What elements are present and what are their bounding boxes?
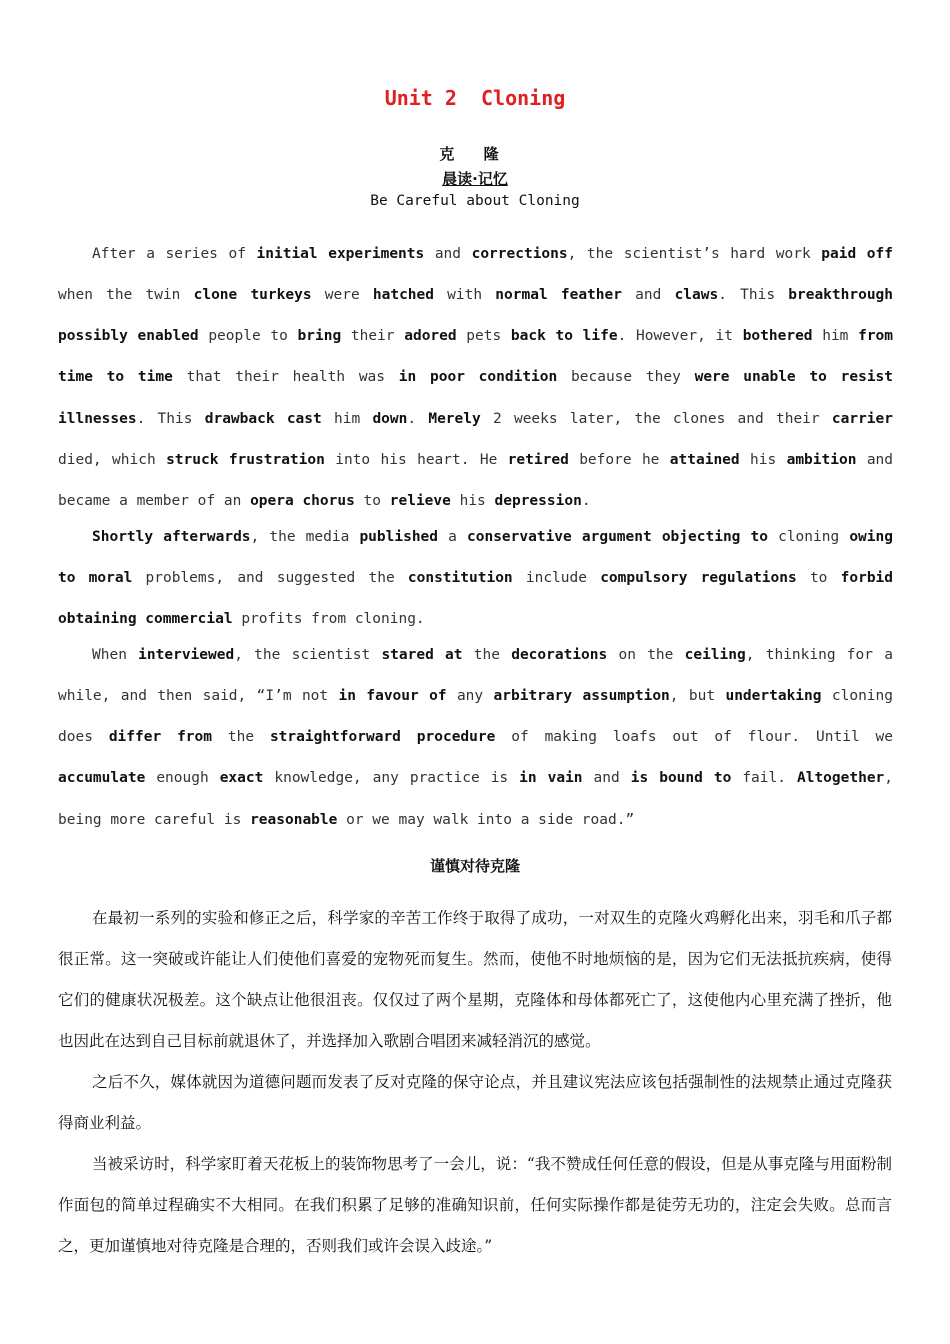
text-run: the <box>212 729 270 746</box>
text-run: because they <box>557 369 695 386</box>
english-paragraph-1 <box>58 234 893 523</box>
text-run: his <box>739 451 787 468</box>
key-phrase: were unable to resist illnesses <box>58 369 894 427</box>
unit-title: Unit 2 Cloning <box>384 86 566 110</box>
text-run: enough <box>145 770 220 787</box>
text-run: , thinking for a while, and then said, “I’m not <box>58 646 893 704</box>
passage-title: Be Careful about Cloning <box>370 193 580 209</box>
text-run: died, which <box>58 451 167 468</box>
text-run: to <box>354 493 390 510</box>
key-phrase: back to life <box>510 328 618 345</box>
chinese-paragraph-3: 当被采访时，科学家盯着天花板上的装饰物思考了一会儿，说：“我不赞成任何任意的假设，但是从事克隆与用面粉制作面包的简单过程确实不大相同。在我们积累了足够的准确知识前，任何实际操作都是徒劳无功的，注定会失败。总而言之，更加谨慎地对待克隆是合理的，否则我们或许会误入歧途。” <box>58 1154 892 1255</box>
key-phrase: conservative argument objecting to <box>467 528 768 545</box>
key-phrase: carrier <box>831 410 893 427</box>
text-run: , being more careful is <box>58 770 894 828</box>
key-phrase: bring <box>297 328 342 345</box>
english-paragraph-2 <box>58 517 893 641</box>
key-phrase: corrections <box>471 245 568 262</box>
key-phrase: Altogether <box>796 770 885 787</box>
text-run: knowledge, any practice is <box>263 770 520 787</box>
key-phrase: Shortly afterwards <box>92 528 251 545</box>
text-run: , the scientist <box>234 646 382 663</box>
key-phrase: clone turkeys <box>193 286 312 303</box>
key-phrase: retired <box>507 451 569 468</box>
key-phrase: drawback cast <box>204 410 322 427</box>
text-run: . However, it <box>617 328 743 345</box>
text-run: , the media <box>250 528 360 545</box>
key-phrase: is bound to <box>630 770 732 787</box>
text-run: him <box>321 410 373 427</box>
text-run: and <box>582 770 631 787</box>
key-phrase: hatched <box>372 286 434 303</box>
chinese-paragraph-1: 在最初一系列的实验和修正之后，科学家的辛苦工作终于取得了成功，一对双生的克隆火鸡孵化出来，羽毛和爪子都很正常。这一突破或许能让人们使他们喜爱的宠物死而复生。然而，使他不时地烦恼的是，因为它们无法抵抗疾病，使得它们的健康状况极差。这个缺点让他很沮丧。仅仅过了两个星期，克隆体和母体都死亡了，这使他内心里充满了挫折，他也因此在达到自己目标前就退休了，并选择加入歌剧合唱团来减轻消沉的感觉。 <box>58 908 892 1050</box>
section-label: 晨读·记忆 <box>442 170 508 188</box>
key-phrase: bothered <box>742 328 813 345</box>
key-phrase: ambition <box>786 451 857 468</box>
text-run: and <box>424 245 472 262</box>
text-run: cloning <box>767 528 850 545</box>
key-phrase: opera chorus <box>250 493 355 510</box>
text-run: fail. <box>731 770 797 787</box>
key-phrase: in favour of <box>338 687 447 704</box>
text-run: and became a member of an <box>58 451 894 510</box>
text-run: , but <box>669 687 726 704</box>
key-phrase: initial experiments <box>256 245 425 262</box>
english-paragraph-3 <box>58 635 893 841</box>
text-run: a <box>438 528 467 545</box>
text-run: people to <box>198 328 298 345</box>
key-phrase: forbid obtaining commercial <box>58 569 894 628</box>
key-phrase: depression <box>494 493 582 510</box>
key-phrase: breakthrough possibly enabled <box>58 286 894 345</box>
key-phrase: reasonable <box>250 811 338 828</box>
key-phrase: ceiling <box>684 646 746 663</box>
text-run: him <box>812 328 859 345</box>
text-run: After a series of <box>92 245 257 262</box>
text-run: cloning does <box>58 687 893 746</box>
key-phrase: constitution <box>407 569 513 586</box>
text-run: . This <box>718 286 789 303</box>
text-run: his <box>450 493 495 510</box>
key-phrase: accumulate <box>58 770 146 787</box>
text-run: profits from cloning. <box>232 611 425 628</box>
text-run: to <box>796 569 841 586</box>
text-run: and <box>621 286 675 303</box>
key-phrase: compulsory regulations <box>600 569 797 586</box>
text-run: when the twin <box>58 286 194 303</box>
key-phrase: relieve <box>389 493 451 510</box>
key-phrase: in poor condition <box>398 369 558 386</box>
text-run: . This <box>136 410 205 427</box>
key-phrase: straightforward procedure <box>269 729 496 746</box>
key-phrase: stared at <box>381 646 463 663</box>
chinese-paragraph-2: 之后不久，媒体就因为道德问题而发表了反对克隆的保守论点，并且建议宪法应该包括强制性的法规禁止通过克隆获得商业利益。 <box>58 1072 892 1132</box>
text-run: , the scientist’s hard work <box>567 245 822 262</box>
key-phrase: struck frustration <box>166 451 325 468</box>
text-run: any <box>446 687 494 704</box>
key-phrase: arbitrary assumption <box>493 687 670 704</box>
text-run: were <box>311 286 373 303</box>
key-phrase: interviewed <box>138 646 235 663</box>
key-phrase: paid off <box>821 245 893 262</box>
key-phrase: Merely <box>428 410 481 427</box>
text-run: problems, and suggested the <box>132 569 408 586</box>
key-phrase: from time to time <box>58 328 894 386</box>
key-phrase: normal feather <box>495 286 622 303</box>
text-run: into his heart. He <box>324 451 508 468</box>
key-phrase: exact <box>219 770 264 787</box>
key-phrase: undertaking <box>725 687 822 704</box>
text-run: pets <box>456 328 511 345</box>
key-phrase: adored <box>404 328 457 345</box>
key-phrase: decorations <box>511 646 608 663</box>
text-run: on the <box>607 646 685 663</box>
key-phrase: owing to moral <box>58 528 893 586</box>
key-phrase: published <box>359 528 439 545</box>
text-run: . <box>581 493 591 510</box>
chinese-title: 谨慎对待克隆 <box>429 857 520 875</box>
text-run: . <box>407 410 429 427</box>
text-run: that their health was <box>172 369 399 386</box>
chinese-subtitle: 克 隆 <box>439 145 511 163</box>
key-phrase: differ from <box>108 729 212 746</box>
key-phrase: attained <box>669 451 740 468</box>
text-run: with <box>433 286 496 303</box>
text-run: When <box>92 646 139 663</box>
text-run: 2 weeks later, the clones and their <box>480 410 832 427</box>
key-phrase: in vain <box>519 770 583 787</box>
key-phrase: down <box>372 410 408 427</box>
text-run: or we may walk into a side road.” <box>337 811 635 828</box>
text-run: the <box>462 646 512 663</box>
text-run: their <box>341 328 405 345</box>
key-phrase: claws <box>674 286 719 303</box>
text-run: include <box>512 569 601 586</box>
text-run: of making loafs out of flour. Until we <box>495 729 894 746</box>
text-run: before he <box>568 451 670 468</box>
